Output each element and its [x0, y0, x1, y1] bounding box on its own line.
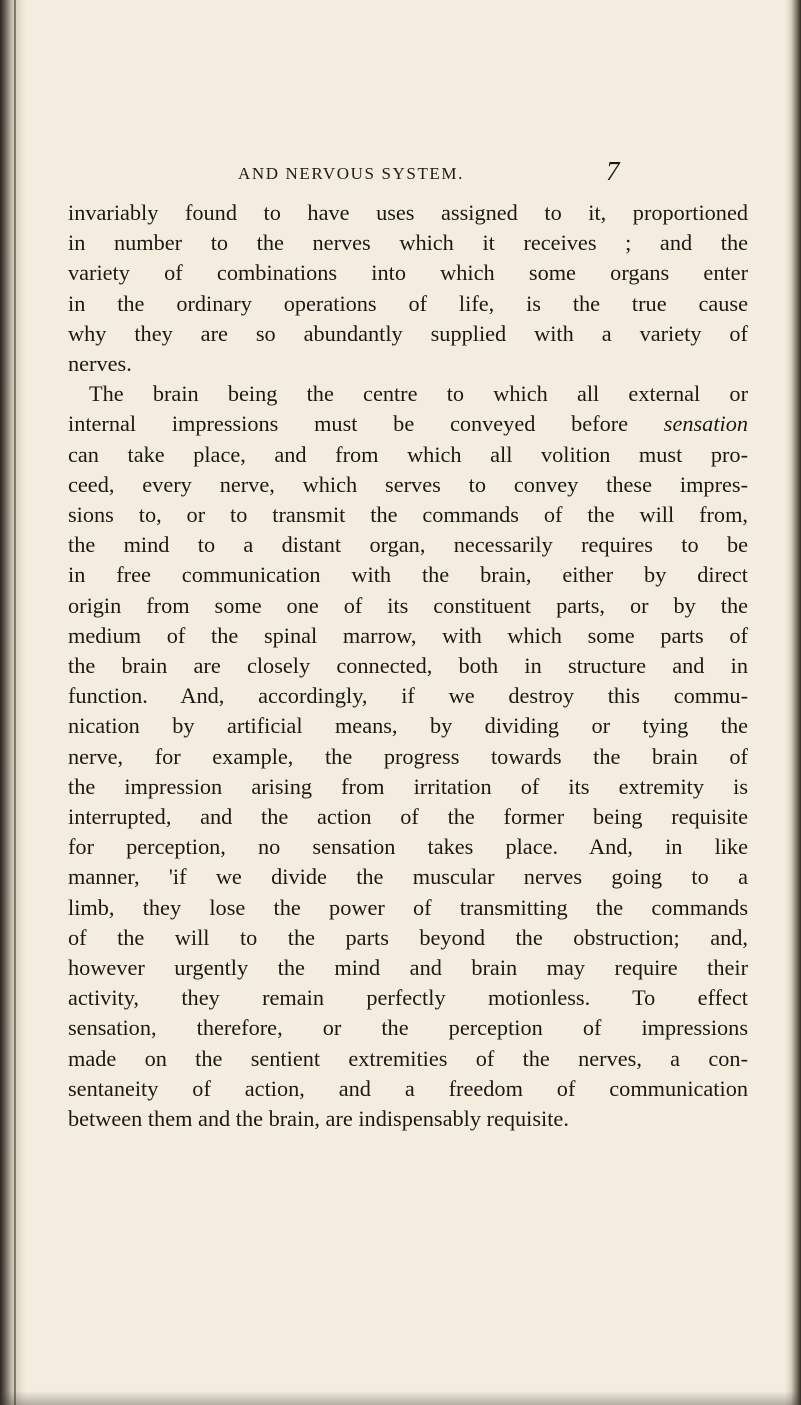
gutter-line: [14, 0, 16, 1405]
page-number: 7: [606, 156, 620, 186]
running-head: AND NERVOUS SYSTEM.: [238, 164, 464, 183]
text-line: sensation, therefore, or the perception of impressions: [68, 1015, 748, 1041]
text-line: function. And, accordingly, if we destroy this commu-: [68, 683, 748, 709]
bottom-shadow: [0, 1391, 801, 1405]
text-line: sentaneity of action, and a freedom of communication: [68, 1075, 748, 1101]
text-line: of the will to the parts beyond the obstruction; and,: [68, 924, 748, 950]
text-line: sions to, or to transmit the commands of the will from,: [68, 502, 748, 528]
text-line: can take place, and from which all volition must pro-: [68, 441, 748, 467]
text-line: ceed, every nerve, which serves to convey these impres-: [68, 471, 748, 497]
text-line: manner, 'if we divide the muscular nerves going to a: [68, 864, 748, 890]
body-text: [68, 198, 748, 1134]
text-line: variety of combinations into which some organs enter: [68, 260, 748, 286]
binding-gutter: [0, 0, 26, 1405]
text-line: nerve, for example, the progress towards the brain of: [68, 743, 748, 769]
text-line: The brain being the centre to which all external or: [89, 381, 748, 407]
text-line: invariably found to have uses assigned to it, proportioned: [68, 200, 748, 225]
text-line: in number to the nerves which it receives ; and the: [68, 230, 748, 256]
text-line: why they are so abundantly supplied with a variety of: [68, 320, 748, 346]
text-line: interrupted, and the action of the former being requisite: [68, 804, 748, 830]
text-line: in free communication with the brain, either by direct: [68, 562, 748, 588]
text-line: medium of the spinal marrow, with which some parts of: [68, 622, 748, 648]
text-line: made on the sentient extremities of the nerves, a con-: [68, 1045, 748, 1071]
text-line: nerves.: [68, 351, 132, 377]
text-line: nication by artificial means, by dividing or tying the: [68, 713, 748, 739]
text-line: activity, they remain perfectly motionless. To effect: [68, 985, 748, 1011]
text-line: between them and the brain, are indispensably requisite.: [68, 1106, 569, 1132]
text-line: origin from some one of its constituent parts, or by the: [68, 592, 748, 618]
text-line: in the ordinary operations of life, is the true cause: [68, 290, 748, 316]
italic-word: sensation: [663, 411, 749, 437]
text-segment: internal impressions must be conveyed before: [68, 411, 629, 437]
page-header: [60, 158, 760, 192]
text-line: however urgently the mind and brain may require their: [68, 955, 748, 981]
text-line: the impression arising from irritation of its extremity is: [68, 773, 748, 799]
text-line: for perception, no sensation takes place. And, in like: [68, 834, 748, 860]
text-line: the mind to a distant organ, necessarily requires to be: [68, 532, 748, 558]
text-line: [68, 409, 748, 439]
page-edge-shadow: [785, 0, 801, 1405]
text-line: the brain are closely connected, both in structure and in: [68, 653, 748, 679]
text-line: limb, they lose the power of transmitting the commands: [68, 894, 748, 920]
